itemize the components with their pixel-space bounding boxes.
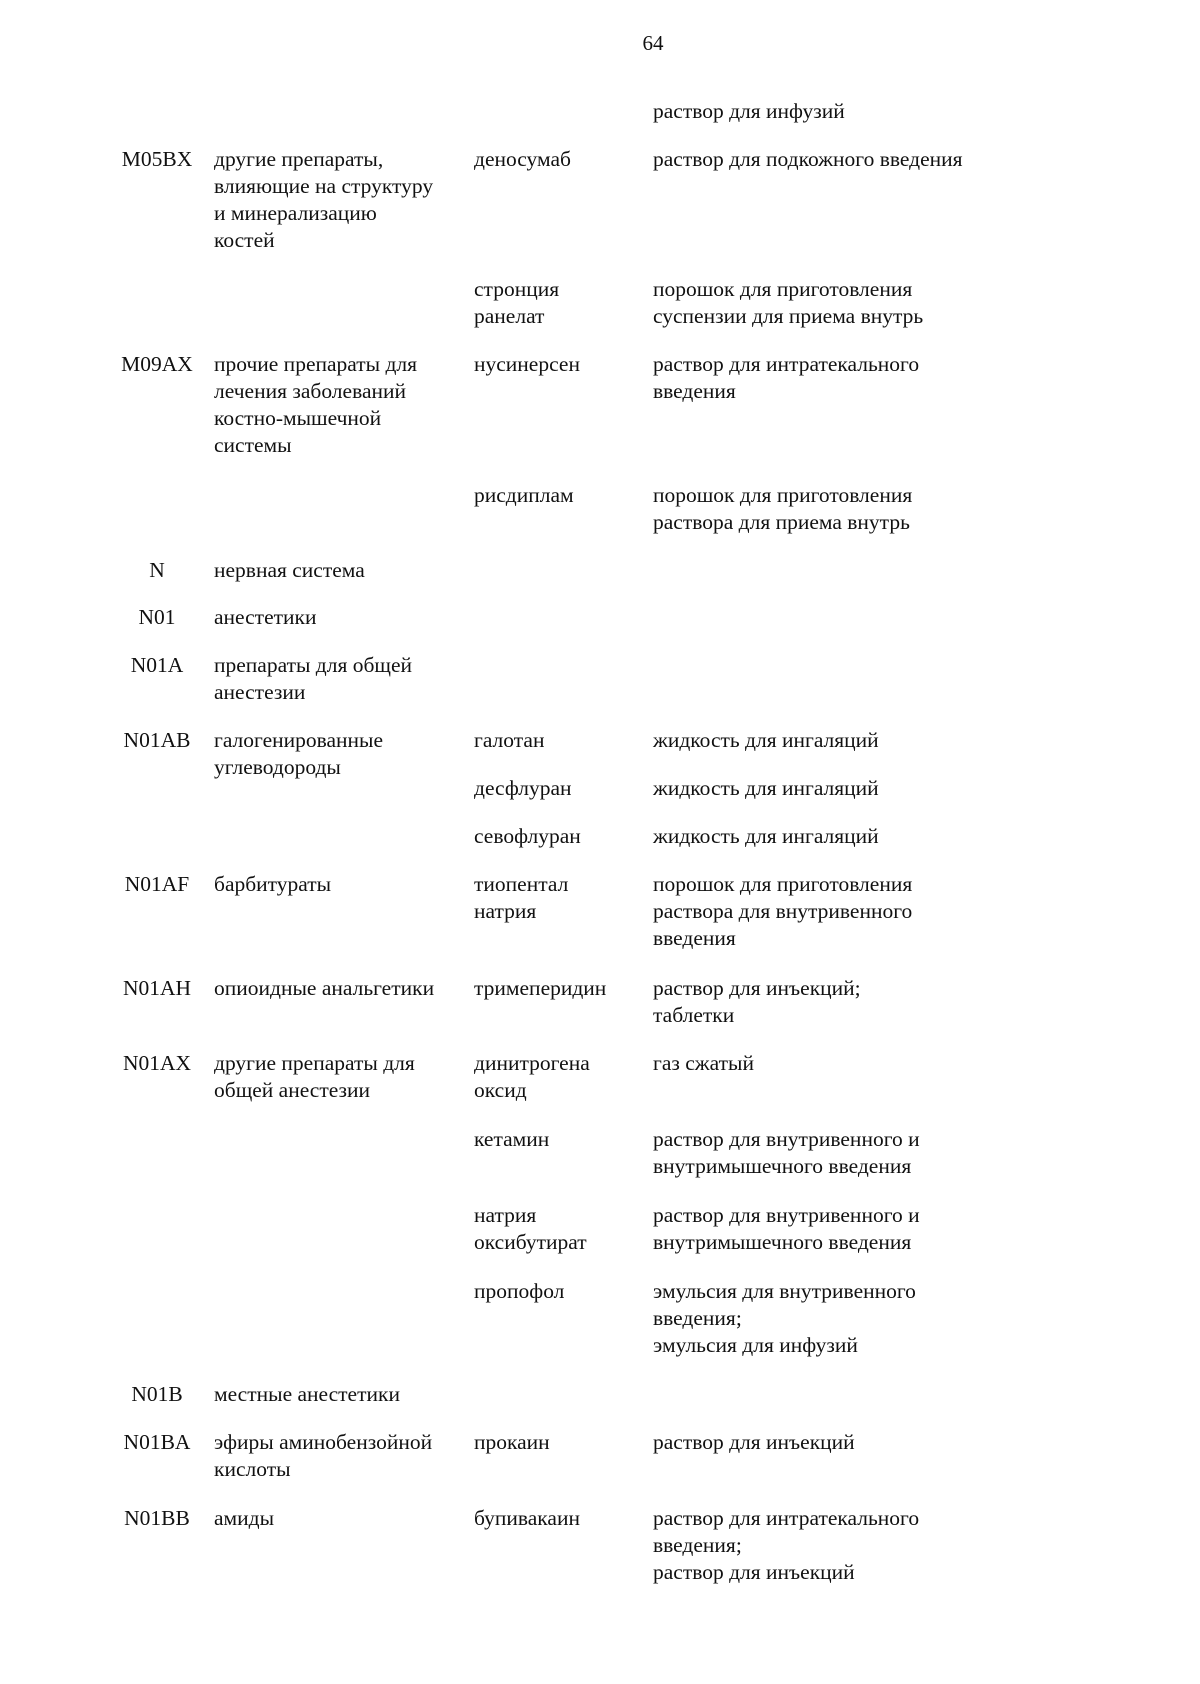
group-name: барбитураты [214,872,332,896]
dosage-form: жидкость для ингаляций [653,728,879,752]
drug-name: натрия оксибутират [474,1203,587,1254]
drug-name: кетамин [474,1127,550,1151]
drug-name: пропофол [474,1279,565,1303]
dosage-form: раствор для инъекций [653,1430,855,1454]
dosage-form: жидкость для ингаляций [653,776,879,800]
atc-code: N01AX [122,1051,192,1075]
drug-name: тиопентал натрия [474,872,569,923]
dosage-form: порошок для приготовления раствора для приема внутрь [653,483,913,534]
dosage-form: газ сжатый [653,1051,754,1075]
group-name: анестетики [214,605,317,629]
atc-code: N01A [130,653,184,677]
group-name: эфиры аминобензойной кислоты [214,1430,433,1481]
group-name: другие препараты для общей анестезии [214,1051,415,1102]
atc-code: N [149,558,165,582]
drug-name: тримеперидин [474,976,607,1000]
dosage-form: раствор для внутривенного и внутримышечного введения [653,1127,920,1178]
atc-code: N01AB [123,728,191,752]
atc-code: N01BA [123,1430,191,1454]
atc-code: M05BX [121,147,193,171]
atc-code: N01 [138,605,176,629]
dosage-form: раствор для интратекального введения [653,352,920,403]
group-name: другие препараты, влияющие на структуру и минерализацию костей [214,147,434,252]
atc-code: N01B [131,1382,183,1406]
dosage-form: порошок для приготовления суспензии для приема внутрь [653,277,924,328]
page-number: 64 [642,31,664,55]
group-name: препараты для общей анестезии [214,653,413,704]
drug-name: нусинерсен [474,352,580,376]
group-name: прочие препараты для лечения заболеваний костно-мышечной системы [214,352,418,457]
drug-name: рисдиплам [474,483,574,507]
drug-name: десфлуран [474,776,572,800]
dosage-form: порошок для приготовления раствора для внутривенного введения [653,872,913,950]
dosage-form: раствор для инфузий [653,99,845,123]
drug-name: стронция ранелат [474,277,560,328]
dosage-form: жидкость для ингаляций [653,824,879,848]
drug-name: деносумаб [474,147,571,171]
dosage-form: раствор для интратекального введения; раствор для инъекций [653,1506,920,1584]
drug-name: галотан [474,728,545,752]
group-name: галогенированные углеводороды [214,728,384,779]
dosage-form: раствор для внутривенного и внутримышечного введения [653,1203,920,1254]
dosage-form: эмульсия для внутривенного введения; эмульсия для инфузий [653,1279,916,1357]
atc-code: N01AH [122,976,192,1000]
dosage-form: раствор для инъекций; таблетки [653,976,861,1027]
drug-name: бупивакаин [474,1506,580,1530]
group-name: нервная система [214,558,365,582]
group-name: опиоидные анальгетики [214,976,435,1000]
atc-code: M09AX [121,352,193,376]
atc-code: N01BB [124,1506,190,1530]
group-name: амиды [214,1506,275,1530]
drug-name: прокаин [474,1430,550,1454]
drug-name: динитрогена оксид [474,1051,590,1102]
group-name: местные анестетики [214,1382,400,1406]
drug-name: севофлуран [474,824,581,848]
atc-code: N01AF [124,872,190,896]
dosage-form: раствор для подкожного введения [653,147,963,171]
